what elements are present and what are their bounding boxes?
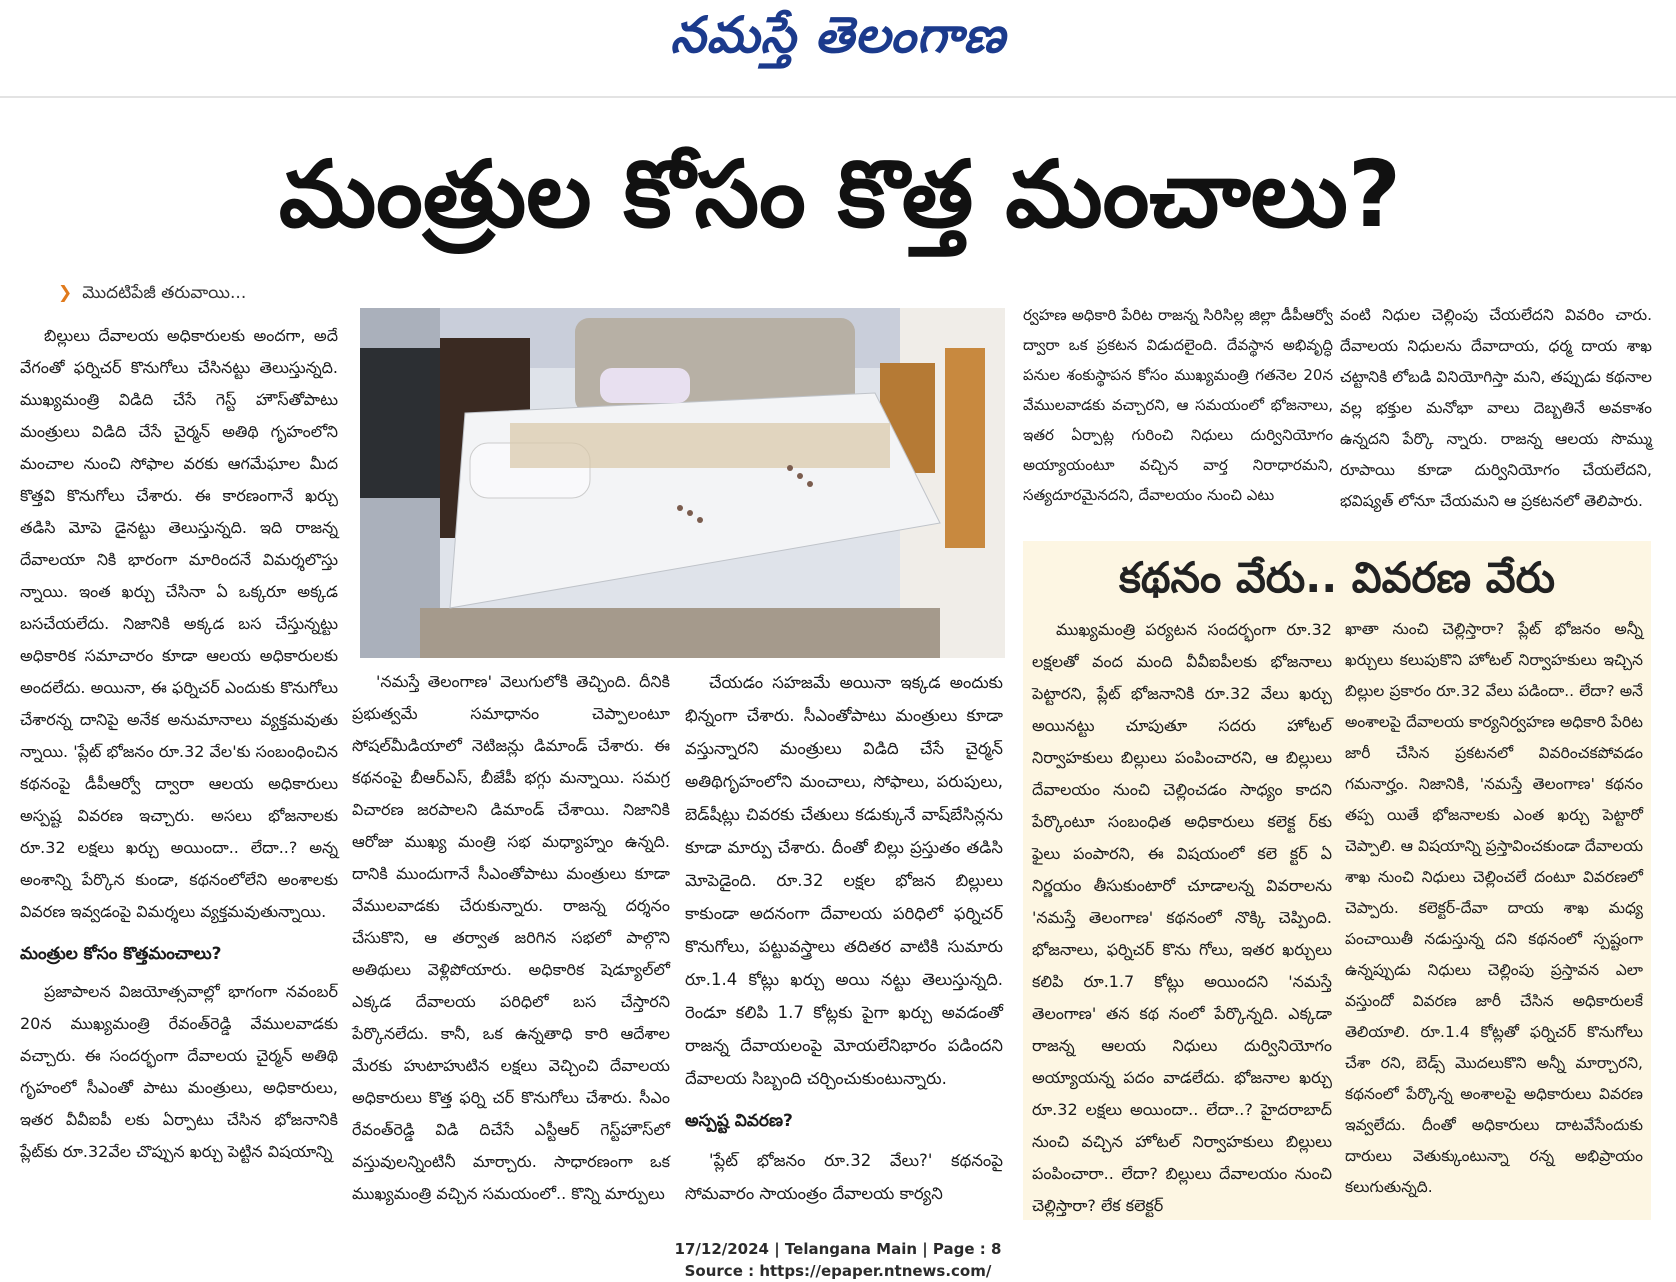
sidebar-title: కథనం వేరు.. వివరణ వేరు [1118,553,1556,602]
footer [0,1238,1676,1282]
paragraph: ప్రజాపాలన విజయోత్సవాల్లో భాగంగా నవంబర్ 20న ముఖ్యమంత్రి రేవంత్‌రెడ్డి వేములవాడకు వచ్చారు. ఈ సందర్భంగా దేవాలయ చైర్మన్ అతిథి గృహంలో సీఎంతో పాటు మంత్రులు, అధికారులు, ఇతర వీవీఐపీ లకు ఏర్పాటు చేసిన భోజనానికి ప్లేట్‌కు రూ.32వేల చొప్పున ఖర్చు పెట్టిన విషయాన్ని [20,982,338,1161]
bed-photo-image [360,308,1005,658]
continued-text: మొదటిపేజీ తరువాయి... [82,283,247,303]
headline: మంత్రుల కోసం కొత్త మంచాలు? [278,141,1402,248]
paragraph: 'ప్లేట్ భోజనం రూ.32 వేలు?' కథనంపై సోమవారం సాయంత్రం దేవాలయ కార్యని [685,1151,1003,1203]
article-column-2 [352,666,670,1210]
paragraph: ఖాతా నుంచి చెల్లిస్తారా? ప్లేట్ భోజనం అన్నీ ఖర్చులు కలుపుకొని హోటల్ నిర్వాహకులు ఇచ్చిన బిల్లుల ప్రకారం రూ.32 వేలు పడిందా.. లేదా? అనే అంశాలపై దేవాలయ కార్యనిర్వహణ అధికారి పేరిట జారీ చేసిన ప్రకటనలో వివరించకపోవడం గమనార్హం. నిజానికి, 'నమస్తే తెలంగాణ' కథనం తప్ప యితే భోజనాలకు ఎంత ఖర్చు పెట్టారో చెప్పాలి. ఆ విషయాన్ని ప్రస్తావించకుండా దేవాలయ శాఖ నుంచి నిధులు చెల్లించలే దంటూ వివరణలో చెప్పారు. కలెక్టర్-దేవా దాయ శాఖ మధ్య పంచాయితీ నడుస్తున్న దని కథనంలో స్పష్టంగా ఉన్నప్పుడు నిధులు చెల్లింపు ప్రస్తావన ఎలా వస్తుందో వివరణ జారీ చేసిన అధికారులకే తెలియాలి. రూ.1.4 కోట్లతో ఫర్నిచర్ కొనుగోలు చేశా రని, బెడ్స్ మొదలుకొని అన్నీ మార్చారని, కథనంలో పేర్కొన్న అంశాలపై అధికారులు వివరణ ఇవ్వలేదు. దీంతో అధికారులు దాటవేసేందుకు దారులు వెతుక్కుంటున్నా రన్న అభిప్రాయం కలుగుతున్నది. [1345,620,1643,1196]
article-column-3 [685,666,1003,1210]
article-column-1 [20,320,338,1168]
masthead-logo: నమస్తే తెలంగాణ [670,6,1006,64]
bed-photo [360,308,1005,658]
paragraph: బిల్లులు దేవాలయ అధికారులకు అందగా, అదే వేగంతో ఫర్నిచర్ కొనుగోలు చేసినట్టు తెలుస్తున్నది. ముఖ్యమంత్రి విడిది చేసే గెస్ట్ హౌస్‌తోపాటు మంత్రులు విడిది చేసే చైర్మన్ అతిథి గృహంలోని మంచాల నుంచి సోఫాల వరకు ఆగమేఘాల మీద కొత్తవి కొనుగోలు చేశారు. ఈ కారణంగానే ఖర్చు తడిసి మోపె డైనట్టు తెలుస్తున్నది. ఇది రాజన్న దేవాలయా నికి భారంగా మారిందనే విమర్శలొస్తు న్నాయి. ఇంత ఖర్చు చేసినా ఏ ఒక్కరూ అక్కడ బసచేయలేదు. నిజానికి అక్కడ బస చేస్తున్నట్టు అధికారిక సమాచారం కూడా ఆలయ అధికారులకు అందలేదు. అయినా, ఈ ఫర్నిచర్ ఎందుకు కొనుగోలు చేశారన్న దానిపై అనేక అనుమానాలు వ్యక్తమవుతు న్నాయి. 'ప్లేట్ భోజనం రూ.32 వేల'కు సంబంధించిన కథనంపై డీపీఆర్వో ద్వారా ఆలయ అధికారులు అస్పష్ట వివరణ ఇచ్చారు. అసలు భోజనాలకు రూ.32 లక్షలు ఖర్చు అయిందా.. లేదా..? అన్న అంశాన్ని పేర్కొన కుండా, కథనంలోలేని అంశాలకు వివరణ ఇవ్వడంపై విమర్శలు వ్యక్తమవుతున్నాయి. [20,326,338,921]
subheading: మంత్రుల కోసం కొత్తమంచాలు? [20,944,222,964]
paragraph: ర్వహణ అధికారి పేరిట రాజన్న సిరిసిల్ల జిల్లా డీపీఆర్వో ద్వారా ఒక ప్రకటన విడుదలైంది. దేవస్థాన అభివృద్ధి పనుల శంకుస్థాపన కోసం ముఖ్యమంత్రి గతనెల 20న వేములవాడకు వచ్చారని, ఆ సమయంలో భోజనాలు, ఇతర ఏర్పాట్ల గురించి నిధులు దుర్వినియోగం అయ్యాయంటూ వచ్చిన వార్త నిరాధారమని, సత్యదూరమైనదని, దేవాలయం నుంచి ఎటు [1023,306,1333,504]
sidebar-column-left [1032,614,1332,1222]
article-column-5 [1340,300,1652,517]
continued-label [58,283,246,307]
paragraph: 'నమస్తే తెలంగాణ' వెలుగులోకి తెచ్చింది. దీనికి ప్రభుత్వమే సమాధానం చెప్పాలంటూ సోషల్‌మీడియాలో నెటిజన్లు డిమాండ్ చేశారు. ఈ కథనంపై బీఆర్‌ఎస్, బీజేపీ భగ్గు మన్నాయి. సమగ్ర విచారణ జరపాలని డిమాండ్ చేశాయి. నిజానికి ఆరోజు ముఖ్య మంత్రి సభ మధ్యాహ్నం ఉన్నది. దానికి ముందుగానే సీఎంతోపాటు మంత్రులు కూడా వేములవాడకు చేరుకున్నారు. రాజన్న దర్శనం చేసుకొని, ఆ తర్వాత జరిగిన సభలో పాల్గొని అతిథులు వెళ్లిపోయారు. అధికారిక షెడ్యూల్‌లో ఎక్కడ దేవాలయ పరిధిలో బస చేస్తారని పేర్కొనలేదు. కానీ, ఒక ఉన్నతాధి కారి ఆదేశాల మేరకు హుటాహుటిన లక్షలు వెచ్చించి దేవాలయ అధికారులు కొత్త ఫర్ని చర్ కొనుగోలు చేశారు. సీఎం రేవంత్‌రెడ్డి విడి దిచేసే ఎస్టీఆర్ గెస్ట్‌హౌస్‌లో వస్తువులన్నింటినీ మార్చారు. సాధారణంగా ఒక ముఖ్యమంత్రి వచ్చిన సమయంలో.. కొన్ని మార్పులు [352,672,670,1203]
subheading: అస్పష్ట వివరణ? [685,1111,793,1131]
paragraph: వంటి నిధుల చెల్లింపు చేయలేదని వివరిం చారు. దేవాలయ నిధులను దేవాదాయ, ధర్మ దాయ శాఖ చట్టానికి లోబడి వినియోగిస్తా మని, తప్పుడు కథనాల వల్ల భక్తుల మనోభా వాలు దెబ్బతినే అవకాశం ఉన్నదని పేర్కొ న్నారు. రాజన్న ఆలయ సొమ్ము రూపాయి కూడా దుర్వినియోగం చేయలేదని, భవిష్యత్ లోనూ చేయమని ఆ ప్రకటనలో తెలిపారు. [1340,306,1652,510]
chevron-right-icon: ❯ [58,283,73,303]
masthead-divider [0,96,1676,98]
article-column-4 [1023,300,1333,510]
footer-date-line: 17/12/2024 | Telangana Main | Page : 8 [674,1240,1002,1258]
paragraph: చేయడం సహజమే అయినా ఇక్కడ అందుకు భిన్నంగా చేశారు. సీఎంతోపాటు మంత్రులు కూడా వస్తున్నారని మంత్రులు విడిది చేసే చైర్మన్ అతిథిగృహంలోని మంచాలు, సోఫాలు, పరుపులు, బెడ్‌షీట్లు చివరకు చేతులు కడుక్కునే వాష్‌బేసిన్లను కూడా మార్పు చేశారు. దీంతో బిల్లు ప్రస్తుతం తడిసి మోపెడైంది. రూ.32 లక్షల భోజన బిల్లులు కాకుండా అదనంగా దేవాలయ పరిధిలో ఫర్నిచర్ కొనుగోలు, పట్టువస్త్రాలు తదితర వాటికి సుమారు రూ.1.4 కోట్లు ఖర్చు అయి నట్టు తెలుస్తున్నది. రెండూ కలిపి 1.7 కోట్లకు పైగా ఖర్చు అవడంతో రాజన్న దేవాయలంపై మోయలేనిభారం పడిందని దేవాలయ సిబ్బంది చర్చించుకుంటున్నారు. [685,673,1003,1088]
sidebar-column-right [1345,614,1643,1203]
paragraph: ముఖ్యమంత్రి పర్యటన సందర్భంగా రూ.32 లక్షలతో వంద మంది వీవీఐపీలకు భోజనాలు పెట్టారని, ప్లేట్ భోజనానికి రూ.32 వేలు ఖర్చు అయినట్టు చూపుతూ సదరు హోటల్ నిర్వాహకులు బిల్లులు పంపించారని, ఆ బిల్లులు దేవాలయం నుంచి చెల్లించడం సాధ్యం కాదని పేర్కొంటూ సంబంధిత అధికారులు కలెక్ట ర్‌కు ఫైలు పంపారని, ఈ విషయంలో కలె క్టర్ ఏ నిర్ణయం తీసుకుంటారో చూడాలన్న వివరాలను 'నమస్తే తెలంగాణ' కథనంలో నొక్కి చెప్పింది. భోజనాలు, ఫర్నిచర్ కొను గోలు, ఇతర ఖర్చులు కలిపి రూ.1.7 కోట్లు అయిందని 'నమస్తే తెలంగాణ' తన కథ నంలో పేర్కొన్నది. ఎక్కడా రాజన్న ఆలయ నిధులు దుర్వినియోగం అయ్యాయన్న పదం వాడలేదు. భోజనాల ఖర్చు రూ.32 లక్షలు అయిందా.. లేదా..? హైదరాబాద్ నుంచి వచ్చిన హోటల్ నిర్వాహకులు బిల్లులు పంపించారా.. లేదా? బిల్లులు దేవాలయం నుంచి చెల్లిస్తారా? లేక కలెక్టర్ [1032,620,1332,1215]
footer-source-line: Source : https://epaper.ntnews.com/ [684,1262,992,1280]
